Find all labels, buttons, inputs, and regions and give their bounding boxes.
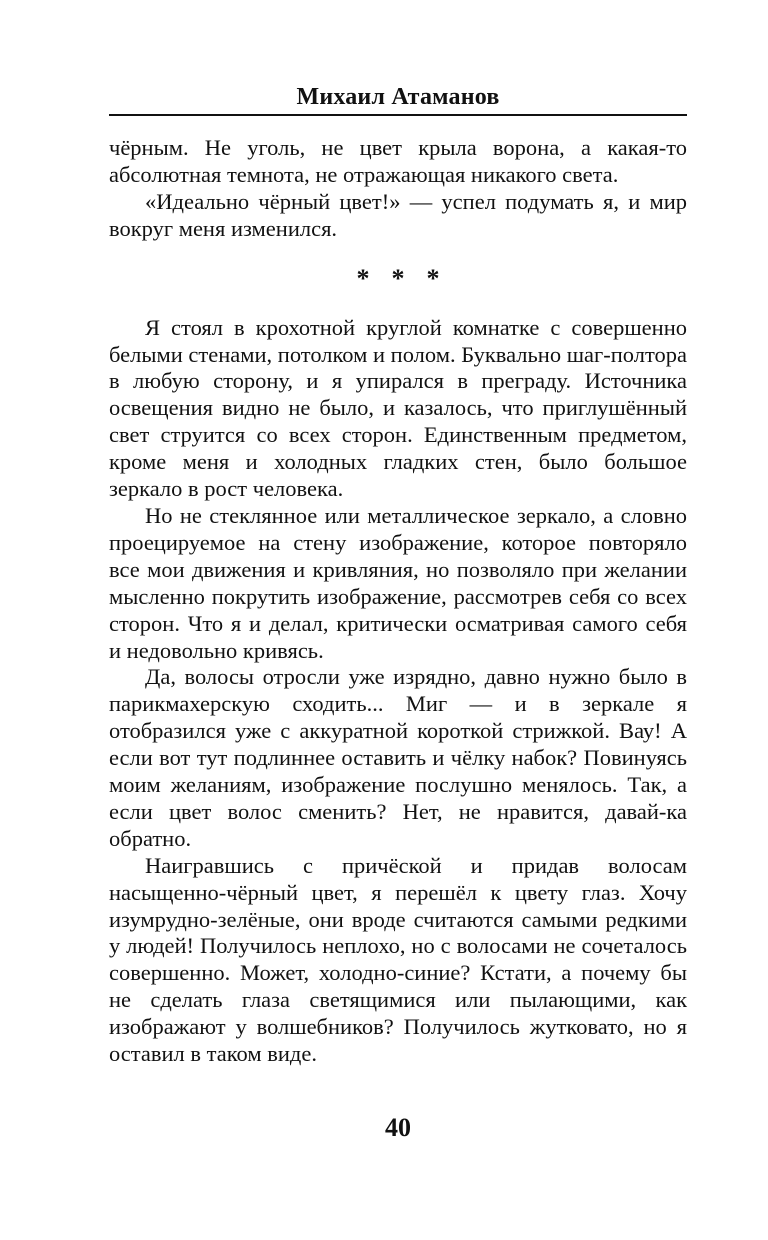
paragraph: «Идеально чёрный цвет!» — успел подумать я, и мир вокруг меня изменился. [109,188,687,241]
paragraph: Я стоял в крохотной круглой комнатке с совершенно белыми стенами, потолком и полом. Буквально шаг-полтора в любую сторону, и я упирался в преграду. Источника освещения видно не было, и казалось, что приглушённый свет струится со всех сторон. Единственным предметом, кроме меня и холодных гладких стен, было большое зеркало в рост человека. [109,314,687,502]
book-page [109,82,687,1068]
page-number: 40 [385,1113,411,1142]
section-break-asterisk: * [391,263,405,293]
header-rule [109,114,687,116]
section-break-asterisk: * [356,263,370,293]
paragraph: Да, волосы отросли уже изрядно, давно нужно было в парикмахерскую сходить... Миг — и в зеркале я отобразился уже с аккуратной короткой стрижкой. Вау! А если вот тут подлиннее оставить и чёлку набок? Повинуясь моим желаниям, изображение послушно менялось. Так, а если цвет волос сменить? Нет, не нравится, давай-ка обратно. [109,664,687,851]
paragraph-continuation: чёрным. Не уголь, не цвет крыла ворона, а какая-то абсолютная темнота, не отражающая никакого света. [109,135,687,187]
section-break [109,265,687,293]
paragraph: Наигравшись с причёской и придав волосам насыщенно-чёрный цвет, я перешёл к цвету глаз. Хочу изумрудно-зелёные, они вроде считаются самыми редкими у людей! Получилось неплохо, но с волосами не сочеталось совершенно. Может, холодно-синие? Кстати, а почему бы не сделать глаза светящимися или пылающими, как изображают у волшебников? Получилось жутковато, но я оставил в таком виде. [109,852,687,1067]
section-break-asterisk: * [426,263,440,293]
running-head-author: Михаил Атаманов [296,84,500,110]
body-text [109,135,687,1068]
paragraph: Но не стеклянное или металлическое зеркало, а словно проецируемое на стену изображение, которое повторяло все мои движения и кривляния, но позволяло при желании мысленно покрутить изображение, рассмотрев себя со всех сторон. Что я и делал, критически осматривая самого себя и недовольно кривясь. [109,502,687,663]
